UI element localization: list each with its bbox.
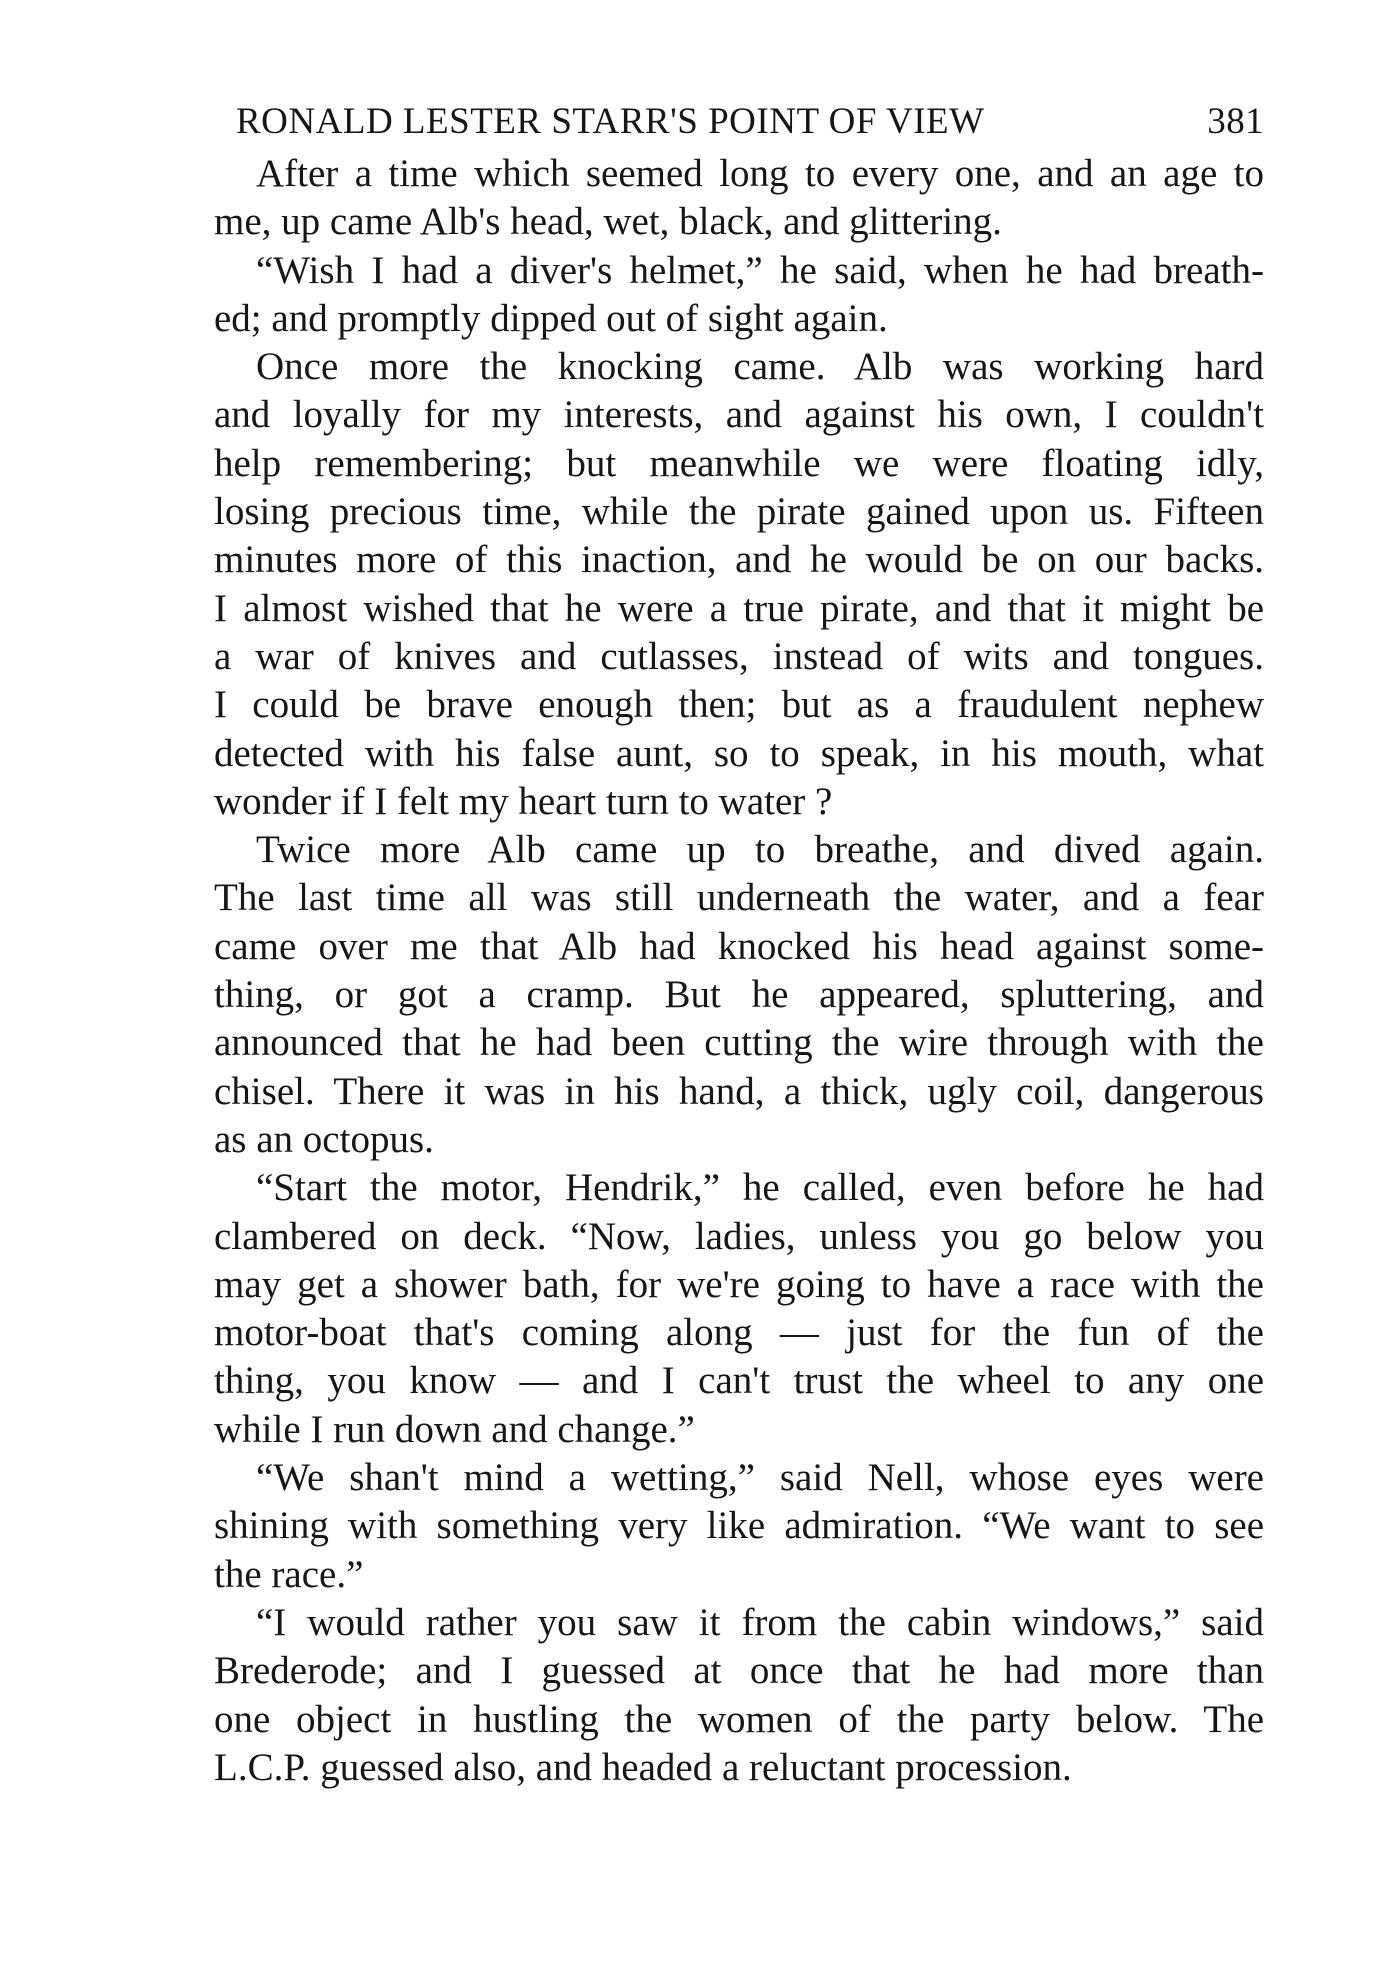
text-line: while I run down and change.” xyxy=(214,1407,695,1451)
text-line: minutes more of this inaction, and he would be on our backs. xyxy=(214,538,1264,582)
text-line: and loyally for my interests, and against his own, I couldn't xyxy=(214,393,1264,437)
text-line: Twice more Alb came up to breathe, and dived again. xyxy=(256,828,1264,872)
text-line: wonder if I felt my heart turn to water ? xyxy=(214,779,833,823)
text-line: came over me that Alb had knocked his head against some- xyxy=(214,924,1264,968)
text-line: a war of knives and cutlasses, instead of wits and tongues. xyxy=(214,634,1264,678)
paragraph xyxy=(172,150,1264,247)
running-head xyxy=(236,98,1264,146)
text-line: losing precious time, while the pirate gained upon us. Fifteen xyxy=(214,490,1264,534)
book-page xyxy=(172,98,1264,1792)
text-line: clambered on deck. “Now, ladies, unless you go below you xyxy=(214,1214,1264,1258)
text-line: The last time all was still underneath the water, and a fear xyxy=(214,876,1264,920)
text-line: I almost wished that he were a true pirate, and that it might be xyxy=(214,586,1264,630)
text-line: one object in hustling the women of the party below. The xyxy=(214,1697,1264,1741)
paragraph xyxy=(172,247,1264,344)
text-line: as an octopus. xyxy=(214,1117,434,1161)
paragraph xyxy=(172,1454,1264,1599)
running-head-title: RONALD LESTER STARR'S POINT OF VIEW xyxy=(236,101,985,142)
text-line: Once more the knocking came. Alb was working hard xyxy=(256,345,1264,389)
text-line: After a time which seemed long to every one, and an age to xyxy=(256,152,1264,195)
text-line: detected with his false aunt, so to speak, in his mouth, what xyxy=(214,731,1264,775)
paragraph xyxy=(172,1599,1264,1792)
text-line: “Start the motor, Hendrik,” he called, even before he had xyxy=(256,1166,1264,1210)
text-line: thing, you know — and I can't trust the wheel to any one xyxy=(214,1359,1264,1403)
text-line: “I would rather you saw it from the cabin windows,” said xyxy=(256,1600,1264,1644)
body-text xyxy=(172,150,1264,1792)
paragraph xyxy=(172,1164,1264,1454)
text-line: motor-boat that's coming along — just for the fun of the xyxy=(214,1311,1264,1355)
text-line: the race.” xyxy=(214,1552,364,1596)
text-line: me, up came Alb's head, wet, black, and glittering. xyxy=(214,200,1002,244)
text-line: ed; and promptly dipped out of sight again. xyxy=(214,296,888,340)
paragraph xyxy=(172,826,1264,1164)
text-line: L.C.P. guessed also, and headed a reluctant procession. xyxy=(214,1745,1072,1789)
paragraph xyxy=(172,343,1264,826)
text-line: help remembering; but meanwhile we were floating idly, xyxy=(214,441,1264,485)
text-line: Brederode; and I guessed at once that he had more than xyxy=(214,1649,1264,1693)
text-line: I could be brave enough then; but as a fraudulent nephew xyxy=(214,683,1264,727)
text-line: thing, or got a cramp. But he appeared, spluttering, and xyxy=(214,973,1264,1017)
text-line: chisel. There it was in his hand, a thick, ugly coil, dangerous xyxy=(214,1069,1264,1113)
text-line: “We shan't mind a wetting,” said Nell, whose eyes were xyxy=(256,1456,1264,1500)
text-line: shining with something very like admiration. “We want to see xyxy=(214,1504,1264,1548)
text-line: announced that he had been cutting the wire through with the xyxy=(214,1021,1264,1065)
text-line: may get a shower bath, for we're going to have a race with the xyxy=(214,1262,1264,1306)
text-line: “Wish I had a diver's helmet,” he said, when he had breath- xyxy=(256,248,1264,292)
page-number: 381 xyxy=(1207,101,1264,142)
